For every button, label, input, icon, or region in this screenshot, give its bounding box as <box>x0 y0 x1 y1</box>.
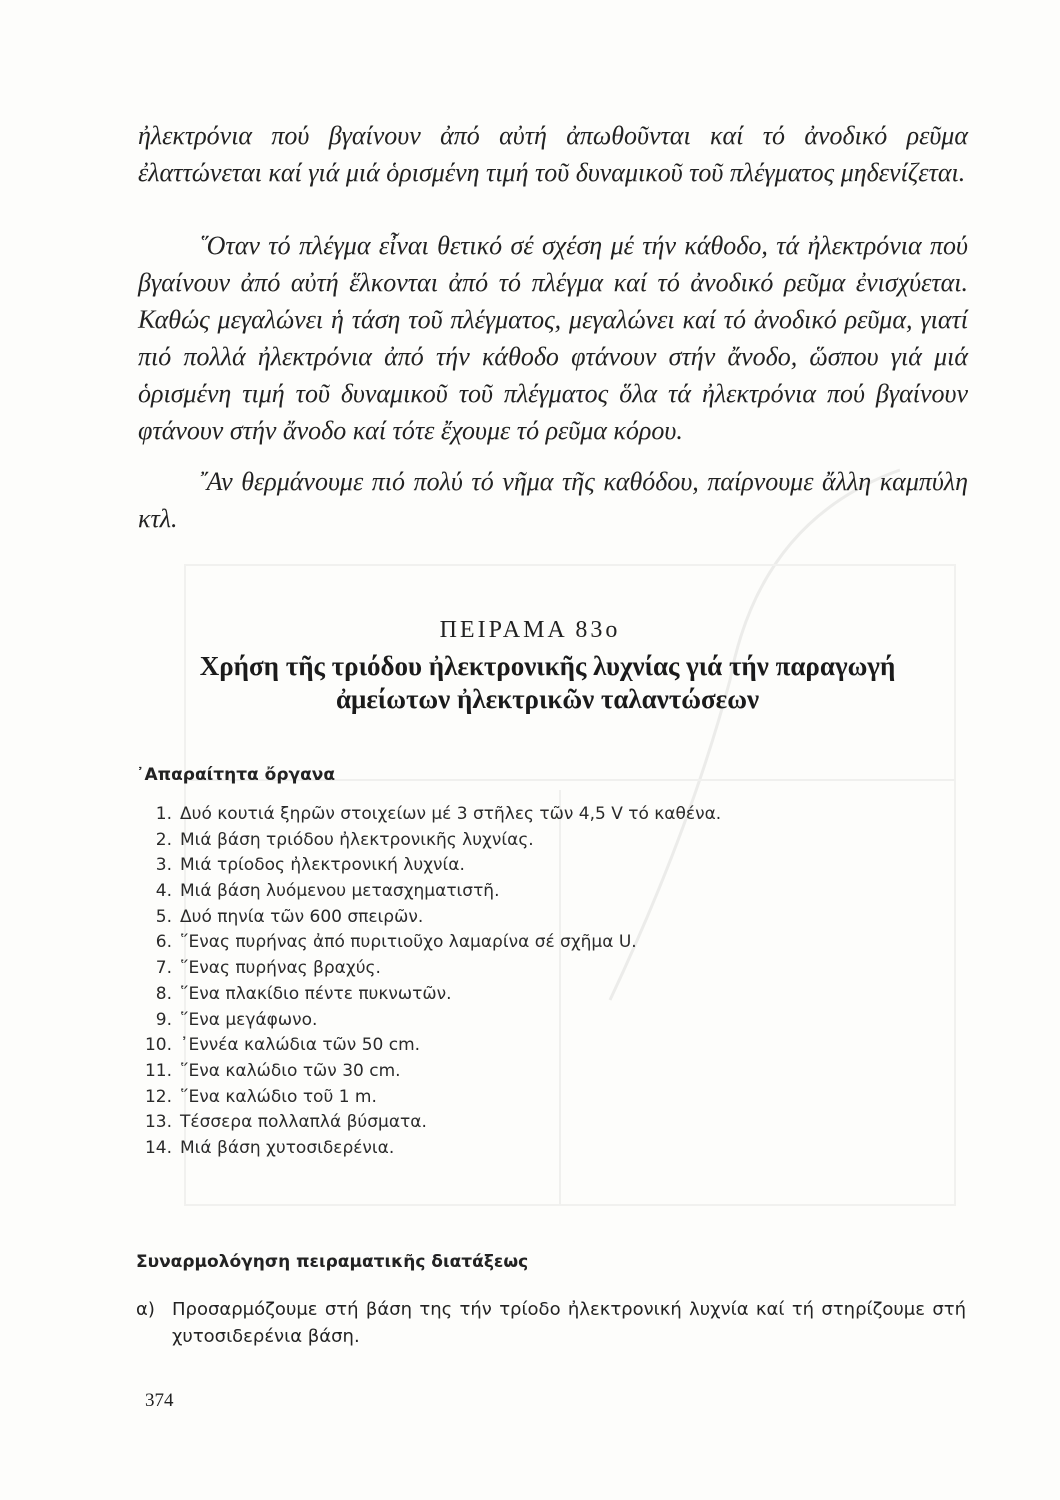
list-item <box>136 1110 966 1136</box>
list-item-number: 6. <box>155 932 172 953</box>
experiment-title: Χρήση τῆς τριόδου ἠλεκτρονικῆς λυχνίας γιά τήν παραγωγή ἀμείωτων ἠλεκτρικῶν ταλαντώσεων <box>199 651 896 714</box>
list-item <box>136 828 966 854</box>
list-item-number: 10. <box>144 1035 172 1056</box>
list-item <box>136 802 966 828</box>
list-item <box>136 956 966 982</box>
list-item-number: 14. <box>144 1137 172 1158</box>
list-item <box>136 1033 966 1059</box>
paragraph-continuation: ἠλεκτρόνια πού βγαίνουν ἀπό αὐτή ἀπωθοῦνται καί τό ἀνοδικό ρεῦμα ἐλαττώνεται καί γιά μιά ὁρισμένη τιμή τοῦ δυναμικοῦ τοῦ πλέγματος μηδενίζεται. <box>138 121 968 187</box>
list-item-number: 3. <box>155 855 172 876</box>
list-item-text: ῞Ενα καλώδιο τῶν 30 cm. <box>180 1060 401 1081</box>
list-item-text: ῞Ενα μεγάφωνο. <box>180 1009 318 1030</box>
list-item-text: Δυό κουτιά ξηρῶν στοιχείων μέ 3 στῆλες τῶν 4,5 V τό καθένα. <box>180 804 722 824</box>
step-marker: α) <box>136 1299 155 1320</box>
paragraph-positive-grid: ῞Οταν τό πλέγμα εἶναι θετικό σέ σχέση μέ τήν κάθοδο, τά ἠλεκτρόνια πού βγαίνουν ἀπό αὐτή ἕλκονται ἀπό τό πλέγμα καί τό ἀνοδικό ρεῦμα ἐνισχύεται. Καθώς μεγαλώνει ἡ τάση τοῦ πλέγματος, μεγαλώνει καί τό ἀνοδικό ρεῦμα, γιατί πιό πολλά ἠλεκτρόνια ἀπό τήν κάθοδο φτάνουν στήν ἄνοδο, ὥσπου γιά μιά ὁρισμένη τιμή τοῦ δυναμικοῦ τοῦ πλέγματος ὅλα τά ἠλεκτρόνια πού βγαίνουν φτάνουν στήν ἄνοδο καί τότε ἔχουμε τό ρεῦμα κόρου. <box>138 231 968 445</box>
tools-heading: ᾿Απαραίτητα ὄργανα <box>136 765 336 785</box>
list-item-text: ῞Ενα καλώδιο τοῦ 1 m. <box>180 1086 377 1107</box>
list-item-text: Μιά βάση τριόδου ἠλεκτρονικῆς λυχνίας. <box>180 829 534 850</box>
list-item <box>136 1059 966 1085</box>
list-item <box>136 879 966 905</box>
list-item-number: 5. <box>155 906 172 927</box>
experiment-number: ΠΕΙΡΑΜΑ 83ο <box>439 617 621 643</box>
list-item-number: 13. <box>144 1112 172 1133</box>
assembly-step <box>136 1296 966 1350</box>
list-item-number: 12. <box>144 1086 172 1107</box>
list-item-number: 7. <box>155 958 172 979</box>
list-item-text: ῞Ενας πυρήνας ἀπό πυριτιοῦχο λαμαρίνα σέ σχῆμα U. <box>180 932 637 953</box>
list-item-text: ῞Ενα πλακίδιο πέντε πυκνωτῶν. <box>180 983 452 1004</box>
list-item-number: 2. <box>155 829 172 850</box>
list-item-text: Μιά τρίοδος ἠλεκτρονική λυχνία. <box>180 855 465 876</box>
list-item-text: Μιά βάση χυτοσιδερένια. <box>180 1137 395 1158</box>
list-item-number: 4. <box>155 881 172 902</box>
list-item-text: ᾿Εννέα καλώδια τῶν 50 cm. <box>180 1035 421 1056</box>
list-item-text: ῞Ενας πυρήνας βραχύς. <box>180 958 381 979</box>
list-item-number: 1. <box>155 804 172 824</box>
list-item <box>136 930 966 956</box>
list-item-text: Δυό πηνία τῶν 600 σπειρῶν. <box>180 906 424 927</box>
list-item <box>136 982 966 1008</box>
list-item-number: 8. <box>155 983 172 1004</box>
list-item-text: Μιά βάση λυόμενου μετασχηματιστῆ. <box>180 881 500 902</box>
list-item <box>136 905 966 931</box>
list-item <box>136 1008 966 1034</box>
list-item-number: 11. <box>144 1060 172 1081</box>
list-item <box>136 1136 966 1162</box>
list-item-number: 9. <box>155 1009 172 1030</box>
list-item <box>136 1085 966 1111</box>
assembly-heading: Συναρμολόγηση πειραματικῆς διατάξεως <box>136 1252 529 1272</box>
page-number: 374 <box>145 1390 174 1411</box>
tools-list <box>136 802 966 1162</box>
list-item-text: Τέσσερα πολλαπλά βύσματα. <box>180 1112 427 1133</box>
list-item <box>136 853 966 879</box>
step-text: Προσαρμόζουμε στή βάση της τήν τρίοδο ἠλεκτρονική λυχνία καί τή στηρίζουμε στή χυτοσιδερένια βάση. <box>172 1299 966 1347</box>
paragraph-heating: ῎Αν θερμάνουμε πιό πολύ τό νῆμα τῆς καθόδου, παίρνουμε ἄλλη καμπύλη κτλ. <box>138 467 968 533</box>
